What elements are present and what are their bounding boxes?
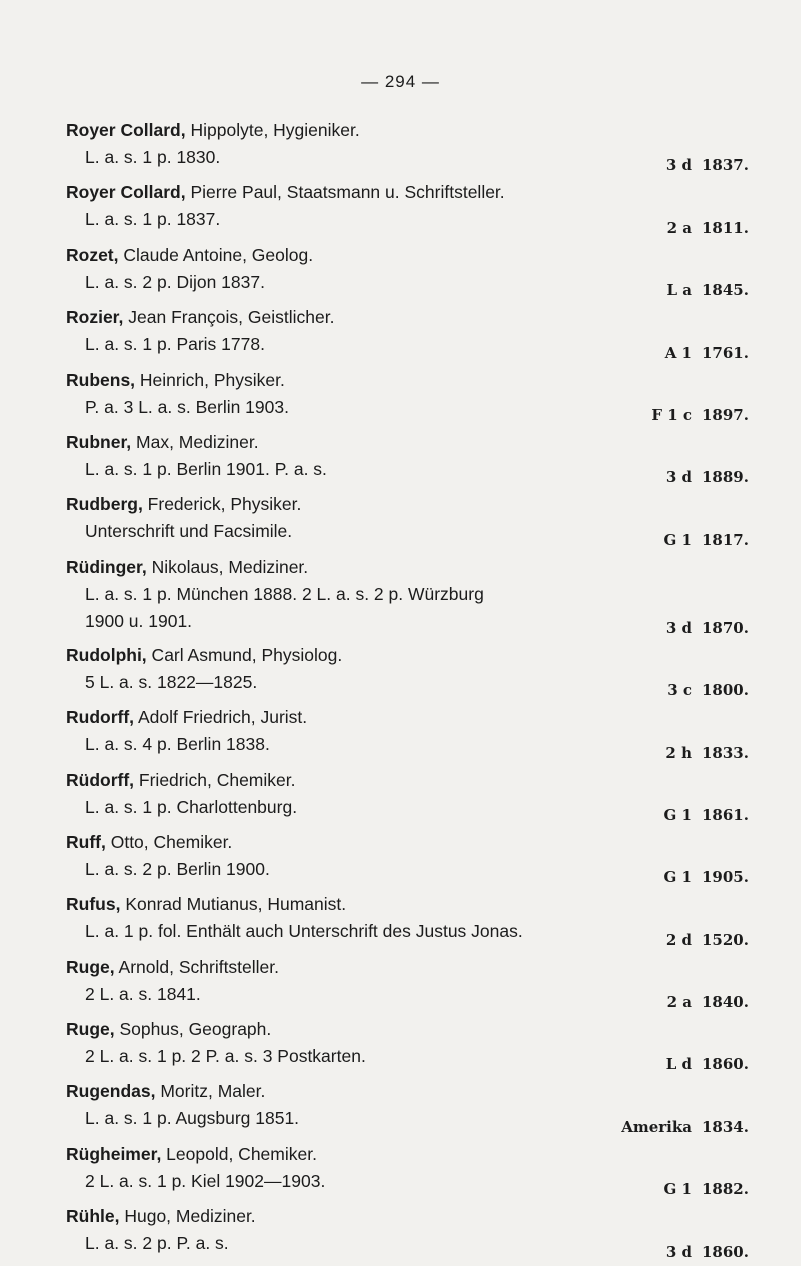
catalog-entry (66, 642, 749, 704)
catalog-reference (663, 864, 749, 891)
entry-heading (66, 554, 746, 581)
shelf-mark: 2 a (666, 218, 692, 237)
entry-detail: L. a. s. 1 p. Berlin 1901. P. a. s. (85, 458, 327, 479)
entry-name: Royer Collard, (66, 120, 186, 140)
entry-name: Rozet, (66, 244, 119, 265)
catalog-reference (651, 402, 749, 429)
catalog-entry (66, 429, 749, 491)
entry-description: Leopold, Chemiker. (161, 1143, 317, 1164)
entry-heading (66, 491, 746, 518)
catalog-year: 1860. (702, 1242, 749, 1261)
entry-detail: L. a. s. 1 p. München 1888. 2 L. a. s. 2 p. Würzburg (85, 583, 484, 604)
entry-detail: L. a. 1 p. fol. Enthält auch Unterschrift des Justus Jonas. (85, 921, 523, 942)
entry-detail: 2 L. a. s. 1841. (85, 983, 201, 1004)
shelf-mark: 3 d (665, 1242, 692, 1261)
shelf-mark: A 1 (664, 343, 692, 362)
catalog-reference (663, 802, 749, 829)
catalog-entry (66, 704, 749, 766)
entry-description: Otto, Chemiker. (105, 831, 233, 852)
catalog-entry (66, 1016, 749, 1078)
shelf-mark: G 1 (663, 868, 692, 887)
catalog-year: 1882. (702, 1180, 749, 1199)
entry-name: Rubner, (66, 431, 132, 452)
catalog-reference (666, 989, 749, 1016)
catalog-entry (66, 367, 749, 429)
entry-name: Ruge, (66, 956, 115, 977)
shelf-mark: 3 c (667, 681, 692, 700)
catalog-year: 1861. (702, 805, 749, 824)
entry-heading (66, 429, 746, 456)
catalog-entry (66, 767, 749, 829)
catalog-entry (66, 554, 749, 642)
entry-description: Pierre Paul, Staatsmann u. Schriftsteller. (185, 182, 505, 203)
entry-description: Nikolaus, Mediziner. (146, 556, 309, 577)
catalog-year: 1860. (702, 1055, 749, 1074)
catalog-entry (66, 1203, 749, 1265)
catalog-year: 1833. (702, 743, 749, 762)
entry-description: Adolf Friedrich, Jurist. (134, 707, 308, 728)
shelf-mark: 2 h (665, 743, 692, 762)
entry-heading (66, 829, 746, 856)
catalog-reference (665, 740, 749, 767)
entry-name: Royer Collard, (66, 182, 186, 203)
shelf-mark: L d (665, 1055, 692, 1074)
shelf-mark: 2 a (666, 993, 692, 1012)
catalog-reference (666, 215, 749, 242)
entry-name: Rubens, (66, 369, 136, 390)
catalog-year: 1897. (702, 405, 749, 424)
entry-description: Jean François, Geistlicher. (123, 307, 335, 328)
shelf-mark: 3 d (665, 618, 692, 637)
entry-description: Konrad Mutianus, Humanist. (120, 894, 347, 915)
shelf-mark: F 1 c (651, 405, 692, 424)
catalog-year: 1834. (702, 1117, 749, 1136)
entry-detail: L. a. s. 1 p. Augsburg 1851. (85, 1108, 300, 1129)
catalog-entry (66, 491, 749, 553)
entry-detail: L. a. s. 1 p. Paris 1778. (85, 334, 265, 355)
entry-name: Rozier, (66, 307, 124, 328)
entry-heading (66, 242, 746, 269)
catalog-reference (621, 1114, 749, 1141)
entry-description: Heinrich, Physiker. (135, 369, 285, 390)
entry-detail: Unterschrift und Facsimile. (85, 521, 293, 542)
shelf-mark: L a (666, 281, 692, 300)
catalog-year: 1520. (702, 930, 749, 949)
catalog-year: 1800. (702, 681, 749, 700)
entry-description: Moritz, Maler. (155, 1081, 266, 1102)
catalog-year: 1761. (702, 343, 749, 362)
catalog-entry (66, 1078, 749, 1140)
entry-description: Arnold, Schriftsteller. (114, 956, 280, 977)
catalog-reference (665, 1051, 749, 1078)
catalog-reference (665, 615, 749, 642)
entry-heading (66, 767, 746, 794)
entry-name: Ruff, (66, 831, 106, 852)
catalog-reference (663, 527, 749, 554)
entry-detail: L. a. s. 1 p. 1830. (85, 147, 221, 167)
catalog-entry (66, 829, 749, 891)
entry-name: Rügheimer, (66, 1143, 162, 1164)
entry-description: Sophus, Geograph. (114, 1019, 272, 1040)
catalog-reference (665, 464, 749, 491)
entry-detail: 1900 u. 1901. (85, 610, 193, 631)
entry-description: Carl Asmund, Physiolog. (146, 644, 343, 665)
entry-heading (66, 642, 746, 669)
entry-description: Hugo, Mediziner. (119, 1206, 256, 1227)
shelf-mark: 3 d (665, 156, 692, 175)
entry-detail: P. a. 3 L. a. s. Berlin 1903. (85, 396, 289, 417)
shelf-mark: Amerika (621, 1117, 692, 1136)
catalog-entry (66, 242, 749, 304)
page-number: — 294 — (361, 72, 440, 91)
entry-name: Ruge, (66, 1019, 115, 1040)
entry-detail: L. a. s. 1 p. 1837. (85, 209, 221, 230)
entry-detail: 5 L. a. s. 1822—1825. (85, 671, 258, 692)
catalog-entry (66, 1141, 749, 1203)
shelf-mark: 3 d (665, 468, 692, 487)
entry-description: Max, Mediziner. (131, 431, 259, 452)
entry-heading (66, 704, 746, 731)
entry-detail: 2 L. a. s. 1 p. 2 P. a. s. 3 Postkarten. (85, 1046, 366, 1067)
catalog-reference (664, 340, 749, 367)
catalog-entry (66, 891, 749, 953)
entry-detail: L. a. s. 2 p. Dijon 1837. (85, 271, 265, 292)
entry-name: Rudolphi, (66, 644, 147, 665)
catalog-year: 1817. (702, 530, 749, 549)
entry-list (66, 117, 749, 1266)
entry-heading (66, 367, 746, 394)
entry-detail: L. a. s. 2 p. P. a. s. (85, 1233, 229, 1254)
entry-description: Friedrich, Chemiker. (134, 769, 296, 790)
shelf-mark: G 1 (663, 805, 692, 824)
entry-detail: L. a. s. 1 p. Charlottenburg. (85, 796, 298, 817)
entry-detail: L. a. s. 4 p. Berlin 1838. (85, 734, 270, 755)
catalog-entry (66, 117, 749, 179)
catalog-year: 1905. (702, 868, 749, 887)
entry-heading (66, 1203, 746, 1230)
catalog-year: 1811. (702, 218, 749, 237)
entry-name: Rüdinger, (66, 556, 147, 577)
catalog-reference (667, 677, 749, 704)
shelf-mark: G 1 (663, 530, 692, 549)
catalog-reference (663, 1176, 749, 1203)
catalog-reference (665, 152, 749, 179)
entry-detail: 2 L. a. s. 1 p. Kiel 1902—1903. (85, 1170, 326, 1191)
catalog-year: 1845. (702, 281, 749, 300)
entry-heading (66, 1141, 746, 1168)
entry-description: Frederick, Physiker. (142, 494, 302, 515)
entry-name: Rühle, (66, 1206, 120, 1227)
catalog-entry (66, 304, 749, 366)
entry-detail: L. a. s. 2 p. Berlin 1900. (85, 858, 270, 879)
entry-heading (66, 179, 746, 206)
catalog-reference (667, 277, 747, 304)
entry-heading (66, 1078, 746, 1105)
catalog-entry (66, 179, 749, 241)
entry-heading (66, 1016, 746, 1043)
catalog-reference (665, 927, 749, 954)
entry-name: Rudorff, (66, 707, 135, 728)
entry-heading (66, 117, 746, 144)
entry-name: Rüdorff, (66, 769, 135, 790)
catalog-year: 1840. (702, 993, 749, 1012)
catalog-year: 1889. (702, 468, 749, 487)
entry-heading (66, 954, 746, 981)
entry-heading (66, 891, 746, 918)
entry-name: Rugendas, (66, 1081, 156, 1102)
shelf-mark: 2 d (665, 930, 692, 949)
entry-description: Hippolyte, Hygieniker. (185, 120, 360, 140)
entry-name: Rudberg, (66, 494, 143, 515)
catalog-year: 1870. (702, 618, 749, 637)
catalog-entry (66, 954, 749, 1016)
entry-description: Claude Antoine, Geolog. (118, 244, 314, 265)
entry-heading (66, 304, 746, 331)
catalog-reference (665, 1239, 749, 1266)
entry-name: Rufus, (66, 894, 121, 915)
shelf-mark: G 1 (663, 1180, 692, 1199)
catalog-year: 1837. (702, 156, 749, 175)
